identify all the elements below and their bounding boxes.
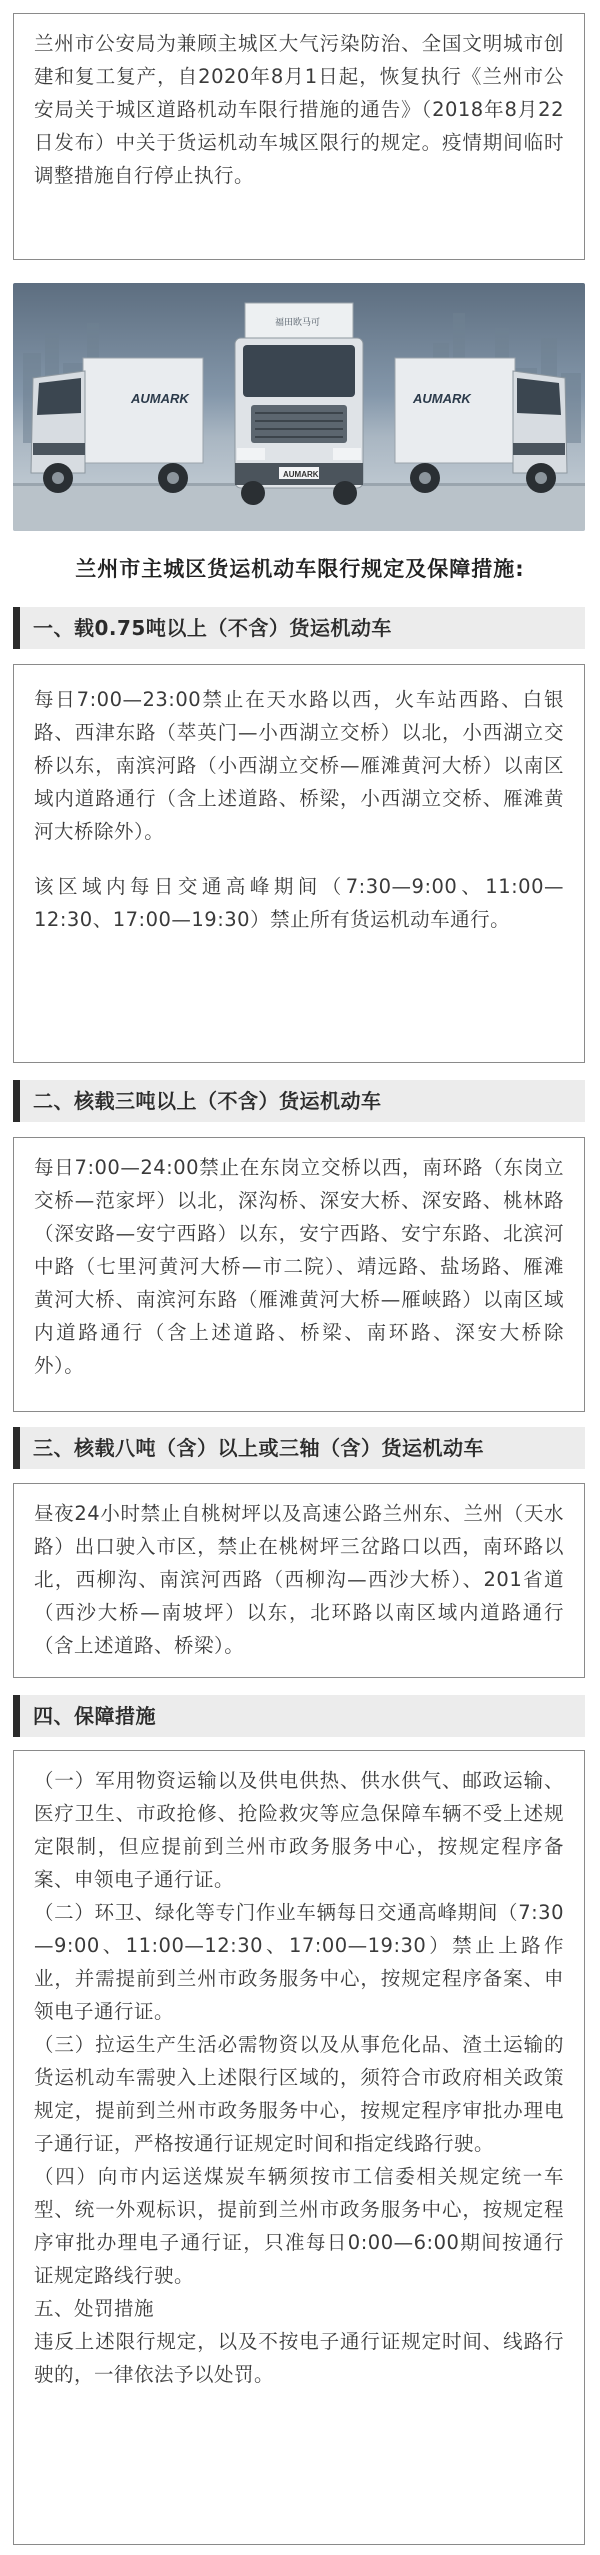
center-truck-cab-text: 福田欧马可 xyxy=(275,318,321,328)
section-heading-1 xyxy=(13,607,585,649)
section-heading-2 xyxy=(13,1080,585,1122)
heading-accent-bar xyxy=(13,1427,20,1469)
heading-accent-bar xyxy=(13,1080,20,1122)
section-heading-4-text: 四、保障措施 xyxy=(33,1704,156,1728)
intro-box xyxy=(13,13,585,260)
intro-text: 兰州市公安局为兼顾主城区大气污染防治、全国文明城市创建和复工复产，自2020年8月1日起，恢复执行《兰州市公安局关于城区道路机动车限行措施的通告》（2018年8月22日发布）中关于货运机动车城区限行的规定。疫情期间临时调整措施自行停止执行。 xyxy=(34,32,564,187)
section-heading-2-text: 二、核载三吨以上（不含）货运机动车 xyxy=(33,1089,382,1113)
section-heading-3 xyxy=(13,1427,585,1469)
section-5-heading: 五、处罚措施 xyxy=(34,2297,155,2320)
section-heading-1-text: 一、载0.75吨以上（不含）货运机动车 xyxy=(33,616,392,640)
right-truck-logo: AUMARK xyxy=(413,391,471,406)
section-4-box xyxy=(13,1750,585,2545)
center-truck xyxy=(235,303,363,505)
section-2-para-1: 每日7:00—24:00禁止在东岗立交桥以西，南环路（东岗立交桥—范家坪）以北，深沟桥、深安大桥、深安路、桃林路（深安路—安宁西路）以东，安宁西路、安宁东路、北滨河中路（七里河黄河大桥—市二院）、靖远路、盐场路、雁滩黄河大桥、南滨河东路（雁滩黄河大桥—雁峡路）以南区域内道路通行（含上述道路、桥梁、南环路、深安大桥除外）。 xyxy=(34,1156,564,1377)
left-truck xyxy=(31,358,203,493)
section-4-para-3: （三）拉运生产生活必需物资以及从事危化品、渣土运输的货运机动车需驶入上述限行区域的，须符合市政府相关政策规定，提前到兰州市政务服务中心，按规定程序审批办理电子通行证，严格按通行证规定时间和指定线路行驶。 xyxy=(34,2033,564,2155)
heading-accent-bar xyxy=(13,1695,20,1737)
truck-illustration xyxy=(13,283,585,531)
main-title: 兰州市主城区货运机动车限行规定及保障措施: xyxy=(75,557,525,581)
right-truck xyxy=(395,358,567,493)
section-2-box xyxy=(13,1137,585,1412)
center-truck-plate: AUMARK xyxy=(283,470,319,479)
section-1-para-2: 该区域内每日交通高峰期间（7:30—9:00、11:00—12:30、17:00—19:30）禁止所有货运机动车通行。 xyxy=(34,875,564,931)
section-1-box xyxy=(13,664,585,1063)
section-4-para-2: （二）环卫、绿化等专门作业车辆每日交通高峰期间（7:30—9:00、11:00—12:30、17:00—19:30）禁止上路作业，并需提前到兰州市政务服务中心，按规定程序备案、申领电子通行证。 xyxy=(34,1901,564,2023)
section-3-para-1: 昼夜24小时禁止自桃树坪以及高速公路兰州东、兰州（天水路）出口驶入市区，禁止在桃树坪三岔路口以西，南环路以北，西柳沟、南滨河西路（西柳沟—西沙大桥）、201省道（西沙大桥—南坡坪）以东，北环路以南区域内道路通行（含上述道路、桥梁）。 xyxy=(34,1502,564,1657)
left-truck-logo: AUMARK xyxy=(131,391,189,406)
section-5-para-1: 违反上述限行规定，以及不按电子通行证规定时间、线路行驶的，一律依法予以处罚。 xyxy=(34,2330,564,2386)
section-3-box xyxy=(13,1483,585,1678)
section-heading-4 xyxy=(13,1695,585,1737)
section-4-para-1: （一）军用物资运输以及供电供热、供水供气、邮政运输、医疗卫生、市政抢修、抢险救灾等应急保障车辆不受上述规定限制，但应提前到兰州市政务服务中心，按规定程序备案、申领电子通行证。 xyxy=(34,1769,564,1891)
heading-accent-bar xyxy=(13,607,20,649)
section-heading-3-text: 三、核载八吨（含）以上或三轴（含）货运机动车 xyxy=(33,1436,484,1460)
section-1-para-1: 每日7:00—23:00禁止在天水路以西，火车站西路、白银路、西津东路（萃英门—小西湖立交桥）以北，小西湖立交桥以东，南滨河路（小西湖立交桥—雁滩黄河大桥）以南区域内道路通行（含上述道路、桥梁，小西湖立交桥、雁滩黄河大桥除外）。 xyxy=(34,688,564,843)
truck-banner-image xyxy=(13,283,585,531)
section-4-para-4: （四）向市内运送煤炭车辆须按市工信委相关规定统一车型、统一外观标识，提前到兰州市政务服务中心，按规定程序审批办理电子通行证，只准每日0:00—6:00期间按通行证规定路线行驶。 xyxy=(34,2165,564,2287)
